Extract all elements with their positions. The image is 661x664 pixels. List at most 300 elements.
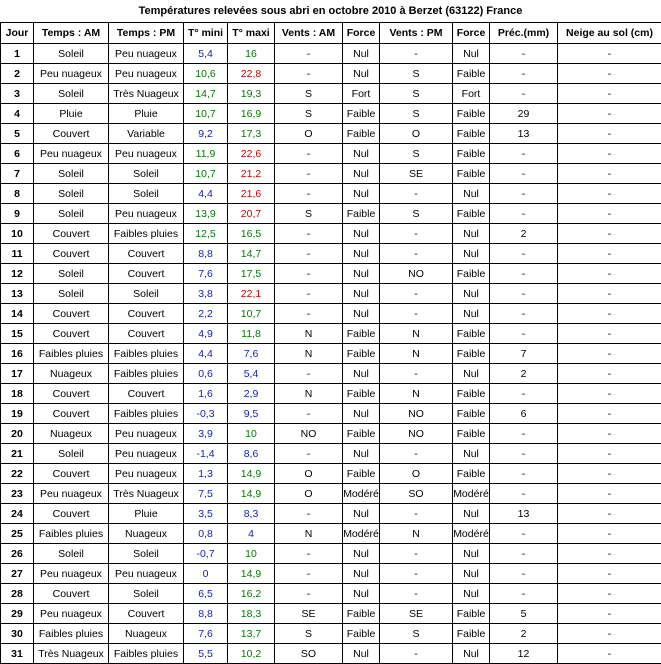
- header-temps-am: Temps : AM: [34, 23, 109, 44]
- day-cell: 3: [1, 84, 34, 104]
- force-pm-cell: Nul: [453, 444, 490, 464]
- day-cell: 17: [1, 364, 34, 384]
- force-pm-cell: Nul: [453, 224, 490, 244]
- weather-pm-cell: Peu nuageux: [109, 424, 184, 444]
- snow-cell: -: [558, 604, 661, 624]
- day-cell: 24: [1, 504, 34, 524]
- weather-am-cell: Couvert: [34, 124, 109, 144]
- force-pm-cell: Faible: [453, 104, 490, 124]
- weather-am-cell: Couvert: [34, 304, 109, 324]
- table-title: Températures relevées sous abri en octobre 2010 à Berzet (63122) France: [0, 0, 661, 22]
- weather-am-cell: Soleil: [34, 204, 109, 224]
- wind-am-cell: -: [275, 224, 343, 244]
- table-row: [1, 244, 661, 264]
- force-pm-cell: Nul: [453, 504, 490, 524]
- day-cell: 19: [1, 404, 34, 424]
- wind-am-cell: -: [275, 444, 343, 464]
- precipitation-cell: -: [490, 584, 558, 604]
- weather-am-cell: Soleil: [34, 544, 109, 564]
- weather-am-cell: Soleil: [34, 264, 109, 284]
- day-cell: 12: [1, 264, 34, 284]
- tmax-cell: 14,9: [228, 484, 275, 504]
- force-pm-cell: Nul: [453, 584, 490, 604]
- tmin-cell: -0,7: [184, 544, 228, 564]
- snow-cell: -: [558, 564, 661, 584]
- weather-am-cell: Couvert: [34, 224, 109, 244]
- header-tmax: T° maxi: [228, 23, 275, 44]
- snow-cell: -: [558, 404, 661, 424]
- table-row: [1, 144, 661, 164]
- day-cell: 25: [1, 524, 34, 544]
- wind-am-cell: O: [275, 124, 343, 144]
- weather-am-cell: Soleil: [34, 44, 109, 64]
- force-am-cell: Nul: [343, 564, 380, 584]
- weather-table: [0, 22, 661, 664]
- force-am-cell: Nul: [343, 444, 380, 464]
- tmax-cell: 20,7: [228, 204, 275, 224]
- force-am-cell: Nul: [343, 44, 380, 64]
- weather-pm-cell: Peu nuageux: [109, 64, 184, 84]
- weather-pm-cell: Faibles pluies: [109, 344, 184, 364]
- tmin-cell: 8,8: [184, 604, 228, 624]
- snow-cell: -: [558, 124, 661, 144]
- wind-pm-cell: -: [380, 44, 453, 64]
- precipitation-cell: 2: [490, 624, 558, 644]
- day-cell: 10: [1, 224, 34, 244]
- weather-am-cell: Faibles pluies: [34, 624, 109, 644]
- weather-am-cell: Très Nuageux: [34, 644, 109, 664]
- day-cell: 15: [1, 324, 34, 344]
- tmax-cell: 22,8: [228, 64, 275, 84]
- snow-cell: -: [558, 384, 661, 404]
- weather-pm-cell: Couvert: [109, 304, 184, 324]
- force-am-cell: Nul: [343, 164, 380, 184]
- header-vents-pm: Vents : PM: [380, 23, 453, 44]
- day-cell: 9: [1, 204, 34, 224]
- weather-pm-cell: Couvert: [109, 244, 184, 264]
- wind-am-cell: O: [275, 464, 343, 484]
- force-am-cell: Nul: [343, 284, 380, 304]
- weather-pm-cell: Peu nuageux: [109, 144, 184, 164]
- tmin-cell: 0: [184, 564, 228, 584]
- wind-pm-cell: S: [380, 144, 453, 164]
- precipitation-cell: 29: [490, 104, 558, 124]
- weather-pm-cell: Nuageux: [109, 524, 184, 544]
- day-cell: 4: [1, 104, 34, 124]
- day-cell: 7: [1, 164, 34, 184]
- force-pm-cell: Fort: [453, 84, 490, 104]
- force-pm-cell: Nul: [453, 544, 490, 564]
- force-pm-cell: Faible: [453, 124, 490, 144]
- weather-pm-cell: Couvert: [109, 384, 184, 404]
- header-force-am: Force: [343, 23, 380, 44]
- force-pm-cell: Modéré: [453, 484, 490, 504]
- tmax-cell: 4: [228, 524, 275, 544]
- force-pm-cell: Faible: [453, 604, 490, 624]
- tmin-cell: 12,5: [184, 224, 228, 244]
- table-row: [1, 504, 661, 524]
- weather-pm-cell: Très Nuageux: [109, 484, 184, 504]
- weather-pm-cell: Peu nuageux: [109, 204, 184, 224]
- weather-am-cell: Couvert: [34, 404, 109, 424]
- wind-am-cell: -: [275, 504, 343, 524]
- force-pm-cell: Modéré: [453, 524, 490, 544]
- force-pm-cell: Faible: [453, 64, 490, 84]
- wind-am-cell: N: [275, 384, 343, 404]
- wind-am-cell: SE: [275, 604, 343, 624]
- table-row: [1, 404, 661, 424]
- day-cell: 5: [1, 124, 34, 144]
- force-am-cell: Modéré: [343, 484, 380, 504]
- force-am-cell: Faible: [343, 124, 380, 144]
- snow-cell: -: [558, 424, 661, 444]
- weather-pm-cell: Peu nuageux: [109, 564, 184, 584]
- tmax-cell: 13,7: [228, 624, 275, 644]
- table-row: [1, 164, 661, 184]
- day-cell: 30: [1, 624, 34, 644]
- precipitation-cell: 2: [490, 224, 558, 244]
- wind-pm-cell: SO: [380, 484, 453, 504]
- force-pm-cell: Nul: [453, 184, 490, 204]
- table-row: [1, 564, 661, 584]
- tmax-cell: 14,7: [228, 244, 275, 264]
- wind-am-cell: N: [275, 344, 343, 364]
- precipitation-cell: -: [490, 264, 558, 284]
- force-am-cell: Nul: [343, 64, 380, 84]
- tmin-cell: 3,8: [184, 284, 228, 304]
- table-row: [1, 344, 661, 364]
- weather-am-cell: Couvert: [34, 324, 109, 344]
- table-row: [1, 524, 661, 544]
- tmin-cell: 7,6: [184, 624, 228, 644]
- tmax-cell: 11,8: [228, 324, 275, 344]
- wind-pm-cell: N: [380, 344, 453, 364]
- tmin-cell: -1,4: [184, 444, 228, 464]
- force-am-cell: Faible: [343, 324, 380, 344]
- table-row: [1, 624, 661, 644]
- precipitation-cell: -: [490, 424, 558, 444]
- weather-am-cell: Faibles pluies: [34, 344, 109, 364]
- precipitation-cell: -: [490, 564, 558, 584]
- wind-pm-cell: -: [380, 244, 453, 264]
- snow-cell: -: [558, 524, 661, 544]
- force-pm-cell: Faible: [453, 344, 490, 364]
- table-row: [1, 124, 661, 144]
- tmin-cell: 3,5: [184, 504, 228, 524]
- weather-pm-cell: Faibles pluies: [109, 644, 184, 664]
- table-row: [1, 64, 661, 84]
- table-row: [1, 644, 661, 664]
- precipitation-cell: -: [490, 204, 558, 224]
- weather-pm-cell: Pluie: [109, 504, 184, 524]
- wind-am-cell: -: [275, 264, 343, 284]
- tmax-cell: 9,5: [228, 404, 275, 424]
- weather-am-cell: Couvert: [34, 464, 109, 484]
- tmax-cell: 8,6: [228, 444, 275, 464]
- day-cell: 28: [1, 584, 34, 604]
- header-row: [1, 23, 661, 44]
- table-row: [1, 184, 661, 204]
- weather-am-cell: Soleil: [34, 164, 109, 184]
- precipitation-cell: 12: [490, 644, 558, 664]
- tmax-cell: 5,4: [228, 364, 275, 384]
- tmax-cell: 10,2: [228, 644, 275, 664]
- table-body: [1, 44, 661, 664]
- precipitation-cell: 5: [490, 604, 558, 624]
- wind-am-cell: -: [275, 364, 343, 384]
- tmax-cell: 8,3: [228, 504, 275, 524]
- snow-cell: -: [558, 584, 661, 604]
- precipitation-cell: -: [490, 384, 558, 404]
- wind-am-cell: -: [275, 564, 343, 584]
- force-pm-cell: Faible: [453, 264, 490, 284]
- weather-am-cell: Soleil: [34, 84, 109, 104]
- precipitation-cell: -: [490, 524, 558, 544]
- precipitation-cell: -: [490, 144, 558, 164]
- snow-cell: -: [558, 324, 661, 344]
- wind-pm-cell: -: [380, 364, 453, 384]
- precipitation-cell: 13: [490, 124, 558, 144]
- wind-pm-cell: -: [380, 224, 453, 244]
- tmin-cell: 10,7: [184, 164, 228, 184]
- tmin-cell: 2,2: [184, 304, 228, 324]
- force-am-cell: Nul: [343, 504, 380, 524]
- table-row: [1, 264, 661, 284]
- wind-pm-cell: O: [380, 124, 453, 144]
- force-pm-cell: Faible: [453, 404, 490, 424]
- weather-am-cell: Peu nuageux: [34, 564, 109, 584]
- wind-am-cell: NO: [275, 424, 343, 444]
- weather-am-cell: Couvert: [34, 584, 109, 604]
- tmin-cell: 10,7: [184, 104, 228, 124]
- weather-pm-cell: Soleil: [109, 544, 184, 564]
- wind-am-cell: -: [275, 304, 343, 324]
- weather-pm-cell: Soleil: [109, 584, 184, 604]
- weather-pm-cell: Soleil: [109, 184, 184, 204]
- tmin-cell: 3,9: [184, 424, 228, 444]
- force-am-cell: Faible: [343, 344, 380, 364]
- weather-am-cell: Nuageux: [34, 364, 109, 384]
- table-row: [1, 324, 661, 344]
- table-row: [1, 104, 661, 124]
- force-pm-cell: Nul: [453, 564, 490, 584]
- tmin-cell: 1,6: [184, 384, 228, 404]
- table-row: [1, 464, 661, 484]
- day-cell: 21: [1, 444, 34, 464]
- wind-pm-cell: -: [380, 504, 453, 524]
- weather-pm-cell: Très Nuageux: [109, 84, 184, 104]
- force-pm-cell: Faible: [453, 424, 490, 444]
- header-force-pm: Force: [453, 23, 490, 44]
- tmax-cell: 16,5: [228, 224, 275, 244]
- table-row: [1, 384, 661, 404]
- wind-pm-cell: -: [380, 644, 453, 664]
- table-row: [1, 204, 661, 224]
- tmax-cell: 22,1: [228, 284, 275, 304]
- snow-cell: -: [558, 484, 661, 504]
- wind-pm-cell: -: [380, 584, 453, 604]
- force-pm-cell: Nul: [453, 304, 490, 324]
- force-am-cell: Fort: [343, 84, 380, 104]
- force-am-cell: Nul: [343, 184, 380, 204]
- force-pm-cell: Faible: [453, 624, 490, 644]
- day-cell: 20: [1, 424, 34, 444]
- force-am-cell: Nul: [343, 584, 380, 604]
- table-row: [1, 284, 661, 304]
- wind-pm-cell: -: [380, 304, 453, 324]
- snow-cell: -: [558, 84, 661, 104]
- wind-pm-cell: O: [380, 464, 453, 484]
- tmax-cell: 16: [228, 44, 275, 64]
- tmin-cell: 4,4: [184, 344, 228, 364]
- precipitation-cell: -: [490, 64, 558, 84]
- table-row: [1, 424, 661, 444]
- force-am-cell: Modéré: [343, 524, 380, 544]
- wind-am-cell: O: [275, 484, 343, 504]
- tmin-cell: 11,9: [184, 144, 228, 164]
- tmin-cell: 1,3: [184, 464, 228, 484]
- weather-am-cell: Couvert: [34, 504, 109, 524]
- weather-pm-cell: Peu nuageux: [109, 44, 184, 64]
- snow-cell: -: [558, 444, 661, 464]
- tmax-cell: 10: [228, 424, 275, 444]
- tmax-cell: 10: [228, 544, 275, 564]
- precipitation-cell: 7: [490, 344, 558, 364]
- table-row: [1, 444, 661, 464]
- force-am-cell: Faible: [343, 424, 380, 444]
- weather-pm-cell: Soleil: [109, 284, 184, 304]
- force-am-cell: Nul: [343, 304, 380, 324]
- day-cell: 29: [1, 604, 34, 624]
- day-cell: 11: [1, 244, 34, 264]
- tmax-cell: 14,9: [228, 564, 275, 584]
- header-tmin: T° mini: [184, 23, 228, 44]
- force-am-cell: Nul: [343, 544, 380, 564]
- snow-cell: -: [558, 184, 661, 204]
- tmin-cell: 7,5: [184, 484, 228, 504]
- precipitation-cell: -: [490, 304, 558, 324]
- weather-pm-cell: Couvert: [109, 604, 184, 624]
- wind-pm-cell: -: [380, 544, 453, 564]
- day-cell: 13: [1, 284, 34, 304]
- precipitation-cell: -: [490, 184, 558, 204]
- precipitation-cell: 6: [490, 404, 558, 424]
- snow-cell: -: [558, 304, 661, 324]
- wind-am-cell: -: [275, 284, 343, 304]
- day-cell: 18: [1, 384, 34, 404]
- weather-pm-cell: Peu nuageux: [109, 464, 184, 484]
- snow-cell: -: [558, 204, 661, 224]
- wind-pm-cell: S: [380, 624, 453, 644]
- wind-am-cell: -: [275, 44, 343, 64]
- force-am-cell: Faible: [343, 624, 380, 644]
- tmin-cell: -0,3: [184, 404, 228, 424]
- tmin-cell: 7,6: [184, 264, 228, 284]
- snow-cell: -: [558, 464, 661, 484]
- tmin-cell: 4,9: [184, 324, 228, 344]
- wind-am-cell: S: [275, 104, 343, 124]
- force-am-cell: Nul: [343, 364, 380, 384]
- weather-pm-cell: Peu nuageux: [109, 444, 184, 464]
- wind-pm-cell: NO: [380, 264, 453, 284]
- snow-cell: -: [558, 544, 661, 564]
- precipitation-cell: -: [490, 284, 558, 304]
- weather-am-cell: Soleil: [34, 184, 109, 204]
- day-cell: 2: [1, 64, 34, 84]
- tmax-cell: 14,9: [228, 464, 275, 484]
- tmin-cell: 0,8: [184, 524, 228, 544]
- tmin-cell: 10,6: [184, 64, 228, 84]
- weather-pm-cell: Couvert: [109, 264, 184, 284]
- force-pm-cell: Faible: [453, 324, 490, 344]
- wind-pm-cell: NO: [380, 424, 453, 444]
- snow-cell: -: [558, 244, 661, 264]
- table-row: [1, 44, 661, 64]
- precipitation-cell: -: [490, 544, 558, 564]
- day-cell: 16: [1, 344, 34, 364]
- weather-am-cell: Faibles pluies: [34, 524, 109, 544]
- snow-cell: -: [558, 644, 661, 664]
- force-pm-cell: Faible: [453, 464, 490, 484]
- force-pm-cell: Faible: [453, 144, 490, 164]
- day-cell: 22: [1, 464, 34, 484]
- force-am-cell: Faible: [343, 104, 380, 124]
- force-am-cell: Faible: [343, 464, 380, 484]
- tmin-cell: 0,6: [184, 364, 228, 384]
- force-am-cell: Nul: [343, 404, 380, 424]
- weather-pm-cell: Pluie: [109, 104, 184, 124]
- table-row: [1, 484, 661, 504]
- tmax-cell: 17,3: [228, 124, 275, 144]
- wind-pm-cell: S: [380, 104, 453, 124]
- header-neige: Neige au sol (cm): [558, 23, 661, 44]
- wind-pm-cell: S: [380, 204, 453, 224]
- weather-am-cell: Peu nuageux: [34, 484, 109, 504]
- header-vents-am: Vents : AM: [275, 23, 343, 44]
- wind-pm-cell: N: [380, 384, 453, 404]
- tmin-cell: 8,8: [184, 244, 228, 264]
- tmax-cell: 2,9: [228, 384, 275, 404]
- weather-am-cell: Peu nuageux: [34, 144, 109, 164]
- day-cell: 6: [1, 144, 34, 164]
- weather-am-cell: Soleil: [34, 444, 109, 464]
- tmin-cell: 14,7: [184, 84, 228, 104]
- force-am-cell: Nul: [343, 644, 380, 664]
- snow-cell: -: [558, 264, 661, 284]
- table-row: [1, 544, 661, 564]
- wind-am-cell: -: [275, 404, 343, 424]
- snow-cell: -: [558, 44, 661, 64]
- weather-pm-cell: Soleil: [109, 164, 184, 184]
- force-pm-cell: Faible: [453, 204, 490, 224]
- precipitation-cell: -: [490, 324, 558, 344]
- weather-pm-cell: Faibles pluies: [109, 224, 184, 244]
- wind-am-cell: -: [275, 164, 343, 184]
- snow-cell: -: [558, 364, 661, 384]
- weather-am-cell: Peu nuageux: [34, 604, 109, 624]
- precipitation-cell: -: [490, 44, 558, 64]
- wind-pm-cell: N: [380, 324, 453, 344]
- tmax-cell: 10,7: [228, 304, 275, 324]
- wind-am-cell: -: [275, 584, 343, 604]
- wind-pm-cell: -: [380, 564, 453, 584]
- wind-am-cell: S: [275, 624, 343, 644]
- tmin-cell: 13,9: [184, 204, 228, 224]
- wind-pm-cell: N: [380, 524, 453, 544]
- wind-am-cell: -: [275, 184, 343, 204]
- snow-cell: -: [558, 164, 661, 184]
- tmax-cell: 18,3: [228, 604, 275, 624]
